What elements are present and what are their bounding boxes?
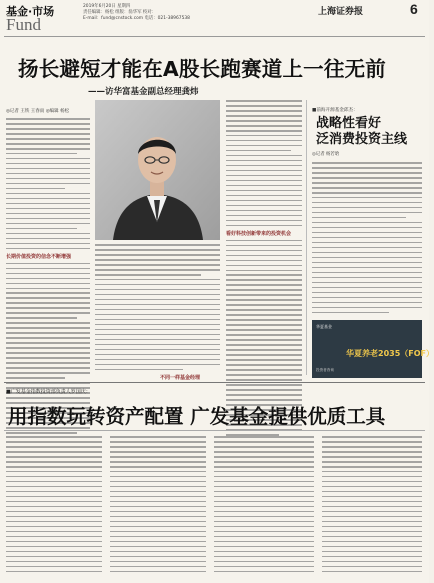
section-head-3: 看好科技创新带来的投资机会 <box>226 230 292 237</box>
right-kicker: ■前海开源基金邱杰： <box>312 108 358 113</box>
article-divider <box>4 382 425 383</box>
second-kicker: ■广发基金指数投资部负责人罗国庆： <box>6 389 91 395</box>
section-title: 基金·市场 <box>6 5 55 18</box>
right-title <box>316 116 407 148</box>
article-column-2 <box>95 244 220 374</box>
second-column-2 <box>110 436 206 576</box>
ad-brand: 华夏基金 <box>316 324 332 329</box>
editor-line: 责任编辑：杨松 组版：翁华军 校对： <box>83 10 157 15</box>
right-title-line-2: 泛消费投资主线 <box>316 132 408 147</box>
date-line: 2019年6月20日 星期四 <box>83 4 131 9</box>
section-head-1: 长期价值投资的信念不断增强 <box>6 253 72 260</box>
right-column-text <box>312 162 422 317</box>
main-subhead: ——访华富基金副总经理龚炜 <box>88 87 199 97</box>
header-divider <box>4 36 425 37</box>
ad-footer: 投资者咨询 <box>316 368 334 372</box>
section-fund-label: Fund <box>6 15 41 34</box>
advertisement[interactable] <box>312 320 434 378</box>
newspaper-brand: 上海证券报 <box>318 7 364 17</box>
ad-title: 华夏养老2035（FOF） <box>346 349 434 358</box>
column-divider <box>306 100 307 375</box>
right-title-line-1: 战略性看好 <box>316 116 382 131</box>
header-meta <box>83 4 190 22</box>
article-column-3 <box>226 100 302 439</box>
second-headline-rule <box>4 430 425 431</box>
portrait-photo <box>95 100 220 240</box>
second-headline: 用指数玩转资产配置 广发基金提供优质工具 <box>8 405 386 428</box>
main-headline: 扬长避短才能在A股长跑赛道上一往无前 <box>18 57 386 81</box>
second-column-3 <box>214 436 314 576</box>
section-head-2: 不同一样基金经理 <box>160 375 201 381</box>
second-column-1 <box>6 436 102 576</box>
page-number: 6 <box>410 1 418 17</box>
contact-line: E-mail：fund@cnstock.com 电话：021-38967538 <box>83 16 190 21</box>
second-column-4 <box>322 436 422 576</box>
right-subtitle: ◎记者 杨若晗 <box>312 152 340 157</box>
byline: ◎记者 王铁 王春雨 ◎编辑 杨松 <box>6 109 70 114</box>
